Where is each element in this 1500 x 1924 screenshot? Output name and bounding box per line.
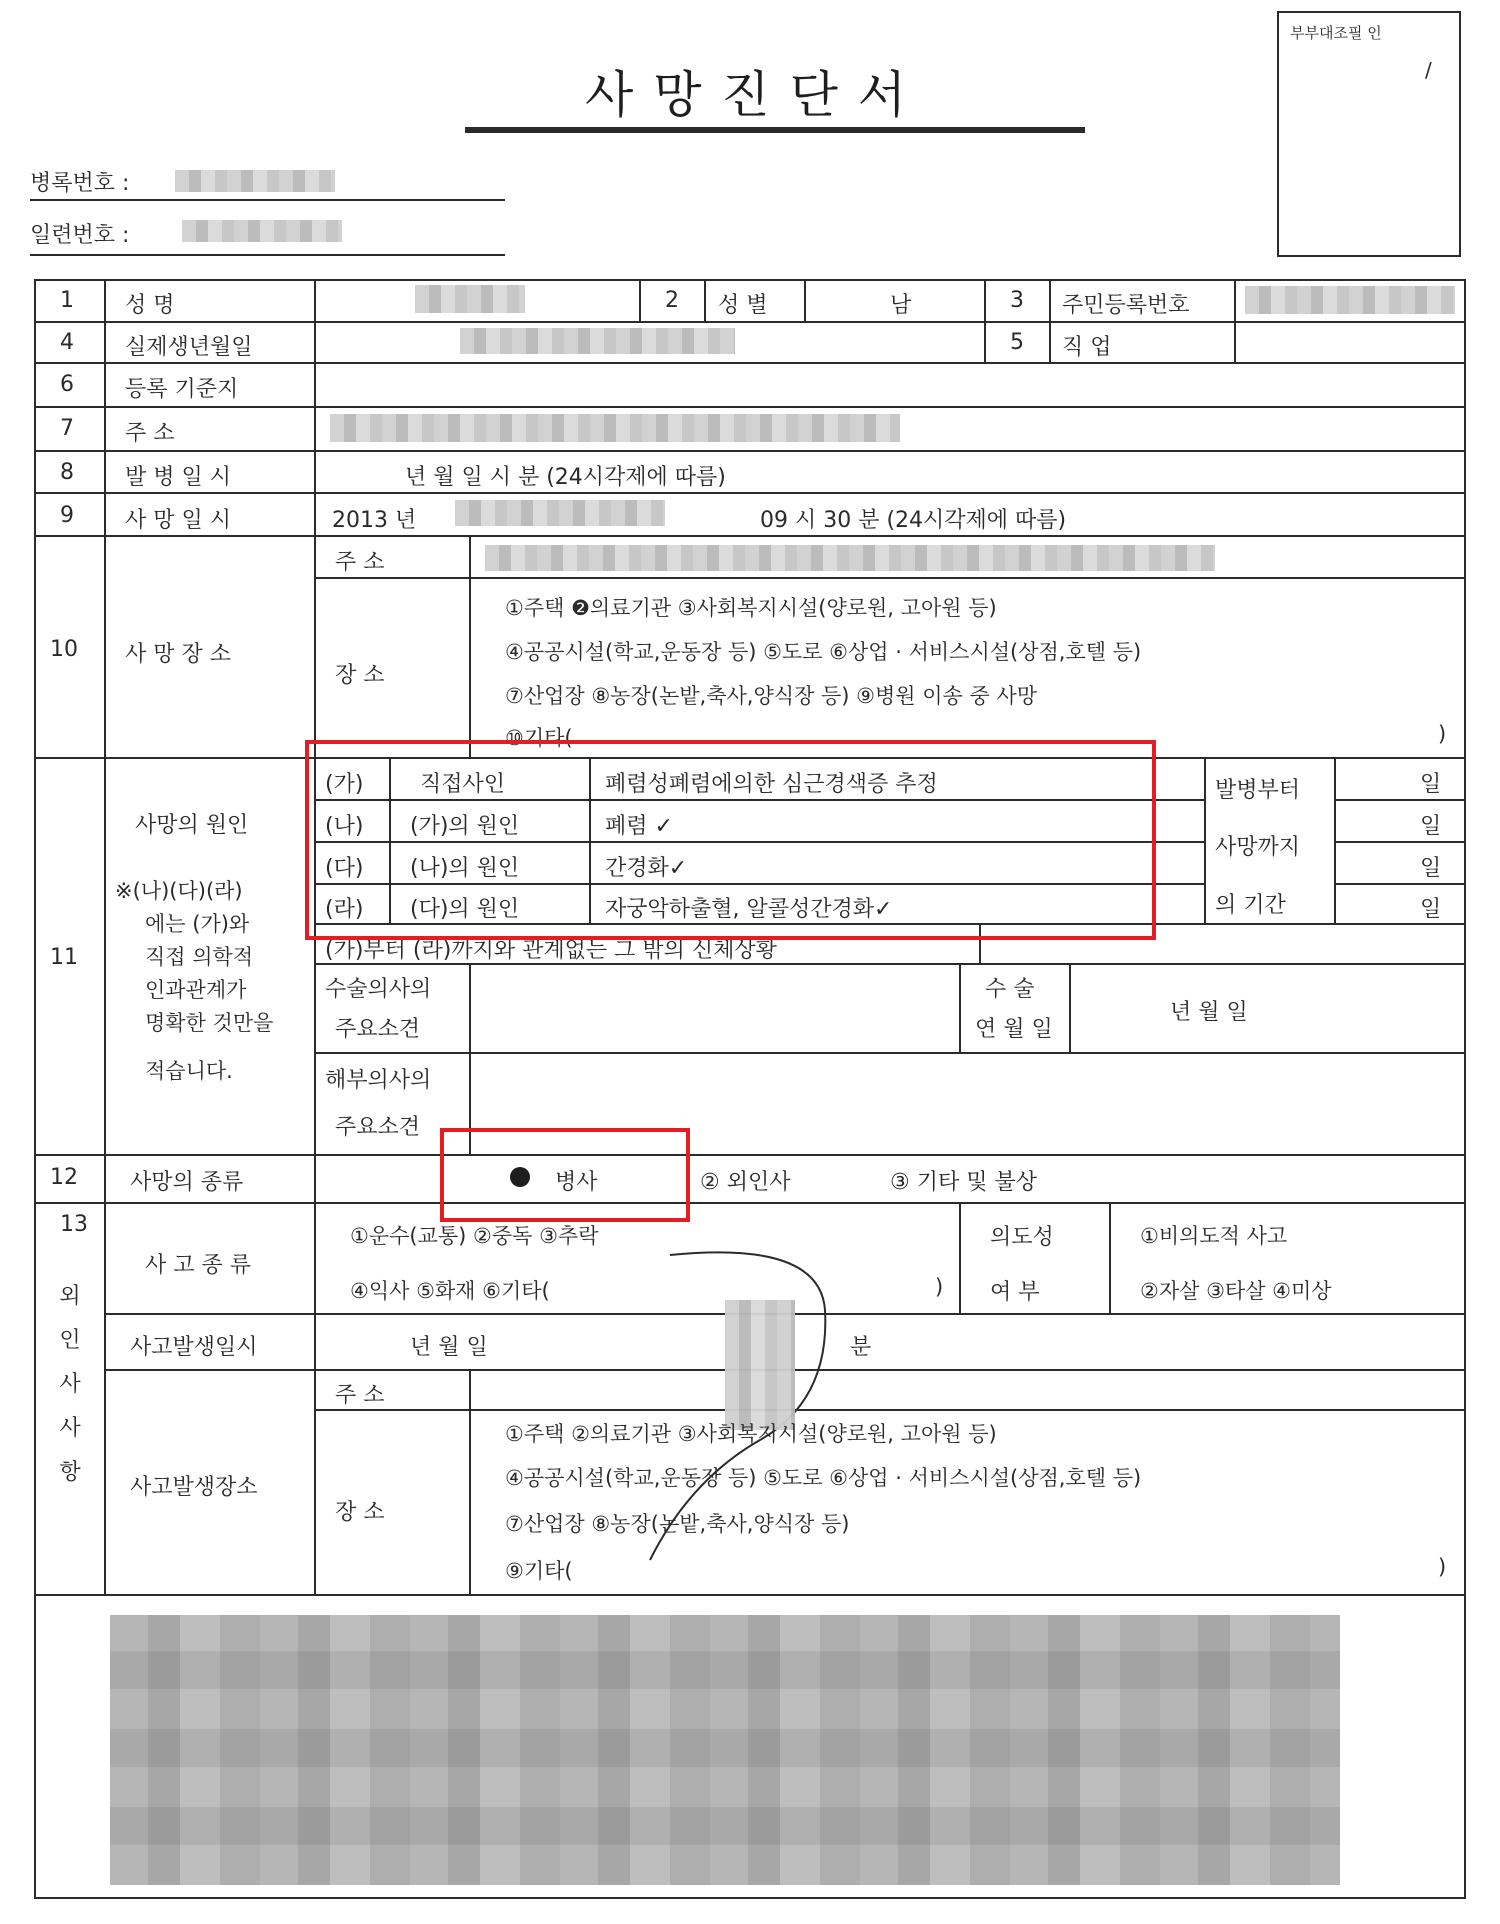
death-type-other: ③ 기타 및 불상 [890, 1170, 1037, 1195]
cause-tag: (라) [325, 897, 364, 922]
other-conditions-label: (가)부터 (라)까지와 관계없는 그 밖의 신체상황 [325, 938, 777, 963]
period-label: 의 기간 [1215, 893, 1286, 918]
stamp-label: 부부대조필 인 [1290, 24, 1382, 42]
row-number: 12 [50, 1165, 78, 1190]
direct-cause-label: 직접사인 [420, 772, 506, 797]
cause-note: 인과관계가 [145, 978, 247, 1002]
redacted-record-no [175, 170, 335, 192]
accident-place-options-line2: ④공공시설(학교,운동장 등) ⑤도로 ⑥상업 · 서비스시설(상점,호텔 등) [505, 1466, 1142, 1490]
death-place-options-line1: ①주택 ❷의료기관 ③사회복지시설(양로원, 고아원 등) [505, 596, 997, 620]
accident-type-options: ①운수(교통) ②중독 ③추락 [350, 1224, 599, 1248]
autopsy-findings-label: 해부의사의 [325, 1068, 432, 1093]
onset-date-label: 발 병 일 시 [125, 465, 231, 490]
cause-note: 명확한 것만을 [145, 1011, 274, 1035]
cause-note: 에는 (가)와 [145, 912, 250, 936]
death-date-label: 사 망 일 시 [125, 508, 231, 533]
external-side-label: 외 인 사 사 항 [59, 1284, 81, 1485]
death-type-external: ② 외인사 [700, 1170, 791, 1195]
period-day-unit: 일 [1420, 772, 1442, 797]
period-label: 사망까지 [1215, 835, 1301, 860]
cause-highlight-box [305, 740, 1156, 940]
death-type-label: 사망의 종류 [130, 1170, 244, 1195]
stamp-mark: / [1425, 58, 1432, 82]
cause-tag: (가) [325, 772, 364, 797]
accident-place-label: 사고발생장소 [130, 1475, 258, 1500]
accident-type-options: ④익사 ⑤화재 ⑥기타( [350, 1279, 550, 1303]
serial-no-label: 일련번호 : [30, 223, 130, 248]
row-number: 8 [60, 460, 74, 485]
cause-note: ※(나)(다)(라) [115, 879, 243, 903]
cause-d-value: 자궁악하출혈, 알콜성간경화✓ [605, 897, 893, 922]
onset-date-value: 년 월 일 시 분 (24시각제에 따름) [405, 465, 726, 490]
redacted-birth-date [460, 328, 735, 354]
intent-label: 여 부 [990, 1280, 1040, 1305]
row-number: 3 [1010, 288, 1024, 313]
accident-place-other-close: ) [1438, 1555, 1447, 1579]
accident-place-other: ⑨기타( [505, 1559, 573, 1583]
accident-type-other-close: ) [935, 1275, 944, 1299]
intent-options: ①비의도적 사고 [1140, 1224, 1288, 1248]
surgeon-findings-label: 수술의사의 [325, 977, 432, 1002]
row-number: 2 [665, 288, 679, 313]
period-day-unit: 일 [1420, 856, 1442, 881]
redacted-address [330, 414, 900, 442]
accident-place-options-line3: ⑦산업장 ⑧농장(논밭,축사,양식장 등) [505, 1512, 850, 1536]
row-number: 13 [60, 1212, 88, 1237]
period-day-unit: 일 [1420, 814, 1442, 839]
death-type-disease: 병사 [555, 1170, 598, 1195]
name-label: 성 명 [125, 293, 175, 318]
accident-date-label: 사고발생일시 [130, 1335, 258, 1360]
accident-address-label: 주 소 [335, 1383, 385, 1408]
row-number: 6 [60, 372, 74, 397]
registration-base-label: 등록 기준지 [125, 377, 239, 402]
row-number: 5 [1010, 330, 1024, 355]
death-place-address-label: 주 소 [335, 550, 385, 575]
death-place-type-label: 장 소 [335, 663, 385, 688]
period-day-unit: 일 [1420, 897, 1442, 922]
death-place-label: 사 망 장 소 [125, 642, 231, 667]
cause-label: 사망의 원인 [135, 813, 249, 838]
intent-options: ②자살 ③타살 ④미상 [1140, 1279, 1332, 1303]
redacted-accident-time [725, 1300, 795, 1430]
accident-place-options-line1: ①주택 ②의료기관 ③사회복지시설(양로원, 고아원 등) [505, 1422, 997, 1446]
death-time: 09 시 30 분 (24시각제에 따름) [760, 508, 1067, 533]
redacted-serial-no [182, 220, 342, 242]
sex-label: 성 별 [718, 293, 768, 318]
death-year: 2013 년 [332, 508, 417, 533]
document-title: 사 망 진 단 서 [585, 66, 909, 124]
period-label: 발병부터 [1215, 778, 1301, 803]
accident-place-type-label: 장 소 [335, 1500, 385, 1525]
death-place-other: ⑩기타( [505, 726, 573, 750]
cause-d-label: (다)의 원인 [410, 897, 520, 922]
sex-value: 남 [890, 293, 912, 318]
surgeon-findings-label: 주요소견 [335, 1017, 421, 1042]
resident-no-label: 주민등록번호 [1062, 293, 1190, 318]
death-place-options-line3: ⑦산업장 ⑧농장(논밭,축사,양식장 등) ⑨병원 이송 중 사망 [505, 684, 1037, 708]
cause-b-value: 폐렴 ✓ [605, 814, 673, 839]
death-type-highlight-box [440, 1128, 690, 1222]
cause-b-label: (가)의 원인 [410, 814, 520, 839]
birth-date-label: 실제생년월일 [125, 335, 253, 360]
autopsy-findings-label: 주요소견 [335, 1115, 421, 1140]
cause-note: 직접 의학적 [145, 945, 254, 969]
cause-tag: (다) [325, 856, 364, 881]
row-number: 10 [50, 637, 78, 662]
accident-date-minute: 분 [850, 1335, 872, 1360]
row-number: 9 [60, 503, 74, 528]
row-number: 11 [50, 945, 78, 970]
surgery-date-label: 수 술 [985, 977, 1035, 1002]
row-number: 4 [60, 330, 74, 355]
occupation-label: 직 업 [1062, 335, 1112, 360]
redacted-death-date [455, 500, 665, 526]
cause-c-label: (나)의 원인 [410, 856, 520, 881]
redacted-name [415, 285, 525, 313]
direct-cause-value: 폐렴성폐렴에의한 심근경색증 추정 [605, 772, 938, 797]
death-place-other-close: ) [1438, 722, 1447, 746]
redacted-signature-block [110, 1615, 1340, 1885]
surgery-date-label: 연 월 일 [975, 1017, 1053, 1042]
intent-label: 의도성 [990, 1225, 1054, 1250]
accident-date-value: 년 월 일 [410, 1335, 488, 1360]
accident-type-label: 사 고 종 류 [145, 1253, 251, 1278]
redacted-death-place-address [485, 545, 1215, 571]
surgery-date-value: 년 월 일 [1170, 1000, 1248, 1025]
record-no-label: 병록번호 : [30, 171, 130, 196]
address-label: 주 소 [125, 421, 175, 446]
cause-tag: (나) [325, 814, 364, 839]
death-place-options-line2: ④공공시설(학교,운동장 등) ⑤도로 ⑥상업 · 서비스시설(상점,호텔 등) [505, 640, 1142, 664]
redacted-resident-no [1245, 286, 1455, 314]
row-number: 1 [60, 288, 74, 313]
cause-note: 적습니다. [145, 1059, 233, 1083]
cause-c-value: 간경화✓ [605, 856, 688, 881]
row-number: 7 [60, 416, 74, 441]
